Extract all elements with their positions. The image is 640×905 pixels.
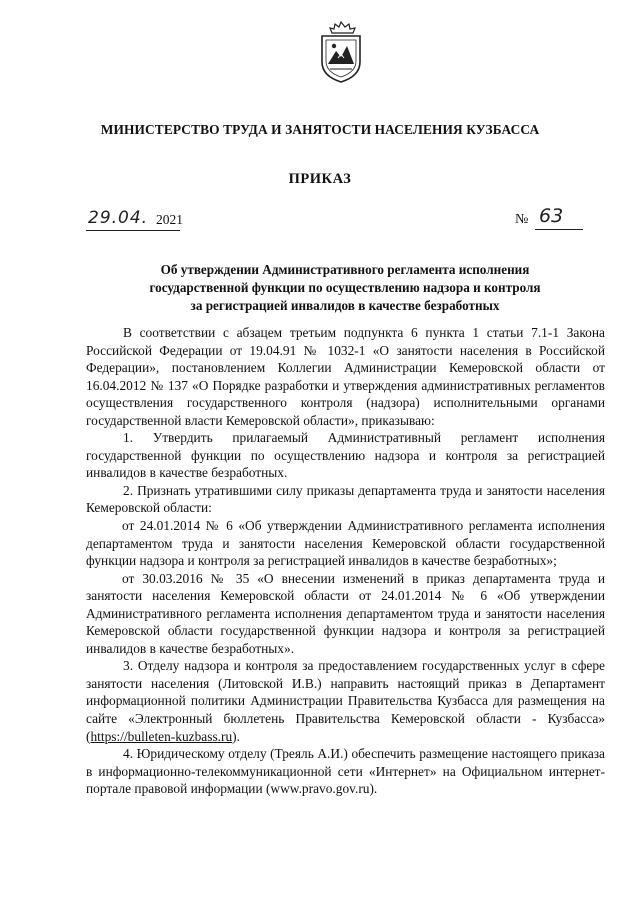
document-title — [80, 261, 610, 315]
title-line: Об утверждении Административного регламента исполнения — [160, 262, 530, 277]
item-3-text: 3. Отделу надзора и контроля за предоставлением государственных услуг в сфере занятости населения (Литовской И.В.) направить настоящий приказ в Департамент информационной политики Администрации Правительства Кузбасса для размещения на сайте «Электронный бюллетень Правительства Кемеровской области - Кузбасса» ( — [86, 658, 605, 744]
document-body — [86, 324, 605, 798]
number-sign: № — [515, 212, 529, 227]
item-3 — [86, 657, 605, 745]
intro-paragraph: В соответствии с абзацем третьим подпункта 6 пункта 1 статьи 7.1-1 Закона Российской Федерации от 19.04.91 № 1032-1 «О занятости населения в Российской Федерации», постановлением Коллегии Администрации Кемеровской области от 16.04.2012 № 137 «О Порядке разработки и утверждения административных регламентов осуществления государственного контроля (надзора) исполнительными органами государственной власти Кемеровской области», приказываю: — [86, 325, 605, 428]
item-1: 1. Утвердить прилагаемый Административный регламент исполнения государственной функции по осуществлению надзора и контроля за регистрацией инвалидов в качестве безработных. — [86, 430, 605, 481]
document-date — [86, 208, 186, 232]
date-year: 2021 — [156, 212, 183, 227]
date-underline — [86, 230, 180, 231]
item-2-order-a: от 24.01.2014 № 6 «Об утверждении Административного регламента исполнения департаментом труда и занятости населения Кемеровской области государственной функции надзора и контроля за регистрацией инвалидов в качестве безработных»; — [86, 518, 605, 569]
title-line: за регистрацией инвалидов в качестве безработных — [190, 298, 500, 313]
number-underline — [535, 229, 583, 230]
item-3-end: ). — [232, 728, 240, 744]
bulletin-link[interactable]: https://bulleten-kuzbass.ru — [90, 728, 233, 744]
coat-of-arms-emblem — [316, 18, 366, 84]
handwritten-number: 63 — [539, 205, 564, 227]
document-type: ПРИКАЗ — [288, 171, 352, 187]
item-2: 2. Признать утратившими силу приказы департамента труда и занятости населения Кемеровской области: — [86, 482, 605, 516]
ministry-name: МИНИСТЕРСТВО ТРУДА И ЗАНЯТОСТИ НАСЕЛЕНИЯ КУЗБАССА — [100, 122, 540, 137]
item-4: 4. Юридическому отделу (Треяль А.И.) обеспечить размещение настоящего приказа в информационно-телекоммуникационной сети «Интернет» на Официальном интернет-портале правовой информации (www.pravo.gov.ru). — [86, 746, 605, 797]
title-line: государственной функции по осуществлению надзора и контроля — [149, 280, 541, 295]
document-number — [515, 205, 587, 231]
item-2-order-b: от 30.03.2016 № 35 «О внесении изменений в приказ департамента труда и занятости населения Кемеровской области от 24.01.2014 № 6 «Об утверждении Административного регламента исполнения департаментом труда и занятости населения Кемеровской области государственной функции надзора и контроля за регистрацией инвалидов в качестве безработных». — [86, 570, 605, 656]
handwritten-date: 29.04. — [88, 208, 149, 228]
